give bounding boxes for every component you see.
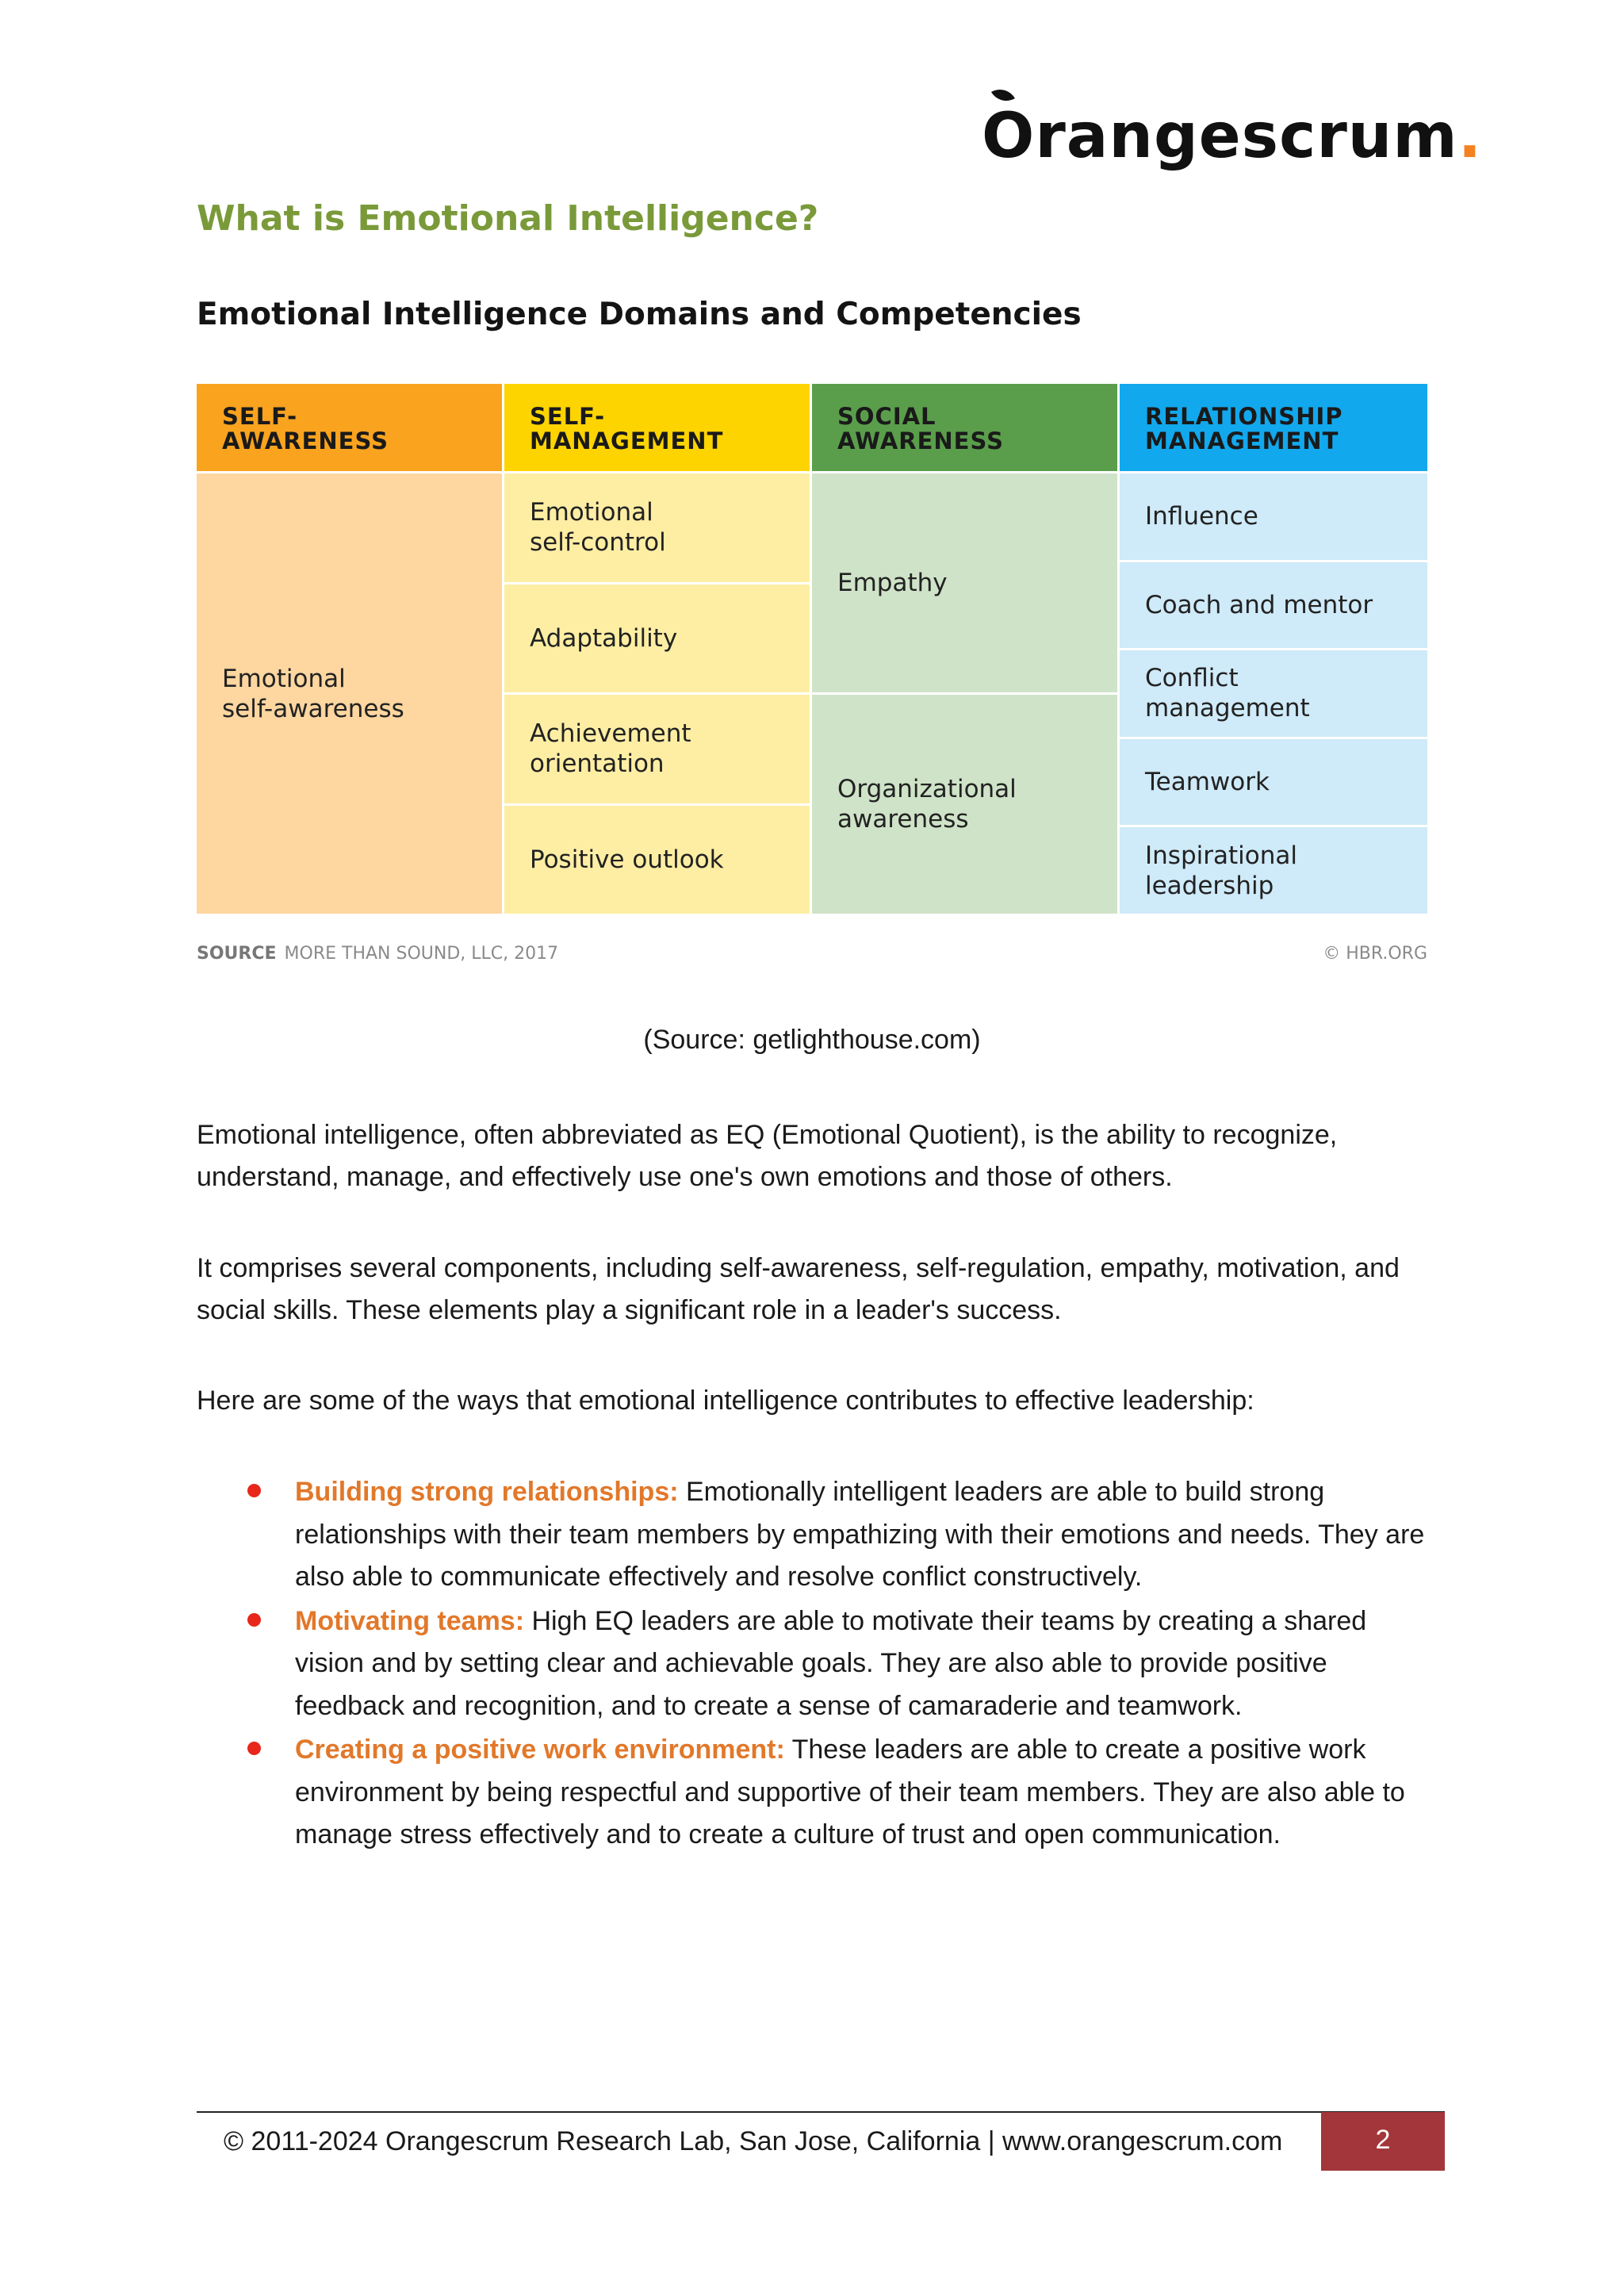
list-item (197, 1600, 1434, 1728)
figure-title: Emotional Intelligence Domains and Competencies (197, 297, 1082, 332)
orangescrum-logo (982, 89, 1483, 184)
bullet-icon (247, 1742, 261, 1755)
header-self-awareness: SELF- AWARENESS (197, 384, 504, 471)
figure-credit: © HBR.ORG (1323, 944, 1427, 964)
competency-grid (197, 384, 1427, 914)
list-item-text: Emotionally intelligent leaders are able to build strong relationships with their team members by empathizing with their emotions and needs. They are also able to communicate effectively and resolve conflict constructively. (295, 1477, 1425, 1592)
header-self-management: SELF- MANAGEMENT (504, 384, 812, 471)
competency-cell: Adaptability (504, 582, 810, 693)
competency-cell: Emotional self-control (504, 471, 810, 582)
column-social-awareness (812, 471, 1120, 914)
image-caption: (Source: getlighthouse.com) (643, 1025, 981, 1055)
figure-source (197, 944, 1427, 964)
competency-cell: Organizational awareness (812, 692, 1117, 914)
list-item (197, 1471, 1434, 1599)
list-item-lead: Building strong relationships: (295, 1477, 679, 1507)
paragraph-intro: Here are some of the ways that emotional intelligence contributes to effective leadership: (197, 1386, 1254, 1416)
list-item-text: High EQ leaders are able to motivate their teams by creating a shared vision and by setting clear and achievable goals. They are also able to provide positive feedback and recognition, and to create a sense of camaraderie and teamwork. (295, 1605, 1367, 1721)
competency-cell: Empathy (812, 471, 1117, 692)
competency-cell: Coach and mentor (1120, 560, 1427, 649)
page-title: What is Emotional Intelligence? (197, 198, 819, 239)
bullet-icon (247, 1613, 261, 1627)
footer-text: © 2011-2024 Orangescrum Research Lab, San Jose, California | www.orangescrum.com (224, 2126, 1283, 2156)
logo-dot: . (1457, 101, 1483, 172)
competency-cell: Inspirational leadership (1120, 825, 1427, 914)
bullet-icon (247, 1484, 261, 1497)
leadership-list (197, 1471, 1434, 1858)
source-text: MORE THAN SOUND, LLC, 2017 (284, 944, 559, 964)
column-relationship-management (1120, 471, 1427, 914)
paragraph-definition: Emotional intelligence, often abbreviated as EQ (Emotional Quotient), is the ability to recognize, understand, manage, and effectively use one's own emotions and those of others. (197, 1120, 1338, 1192)
list-item-lead: Creating a positive work environment: (295, 1734, 785, 1765)
logo-text: rangescrum (1035, 101, 1458, 172)
competency-cell: Emotional self-awareness (197, 471, 502, 914)
list-item-text: These leaders are able to create a positive work environment by being respectful and supportive of their team members. They are also able to manage stress effectively and to create a culture of trust and open communication. (295, 1734, 1405, 1849)
competency-cell: Positive outlook (504, 803, 810, 914)
source-line (197, 944, 558, 964)
logo-o: O (982, 101, 1035, 172)
header-social-awareness: SOCIAL AWARENESS (812, 384, 1120, 471)
paragraph-components: It comprises several components, including self-awareness, self-regulation, empathy, motivation, and social skills. These elements play a significant role in a leader's success. (197, 1253, 1400, 1325)
column-self-awareness (197, 471, 504, 914)
column-self-management (504, 471, 812, 914)
footer-divider (197, 2111, 1445, 2113)
header-relationship-management: RELATIONSHIP MANAGEMENT (1120, 384, 1427, 471)
list-item (197, 1729, 1434, 1857)
competency-cell: Achievement orientation (504, 692, 810, 803)
competency-cell: Teamwork (1120, 737, 1427, 826)
competency-cell: Conflict management (1120, 648, 1427, 737)
competency-cell: Influence (1120, 471, 1427, 560)
page-number: 2 (1321, 2112, 1445, 2171)
source-label: SOURCE (197, 944, 277, 964)
list-item-lead: Motivating teams: (295, 1605, 525, 1636)
